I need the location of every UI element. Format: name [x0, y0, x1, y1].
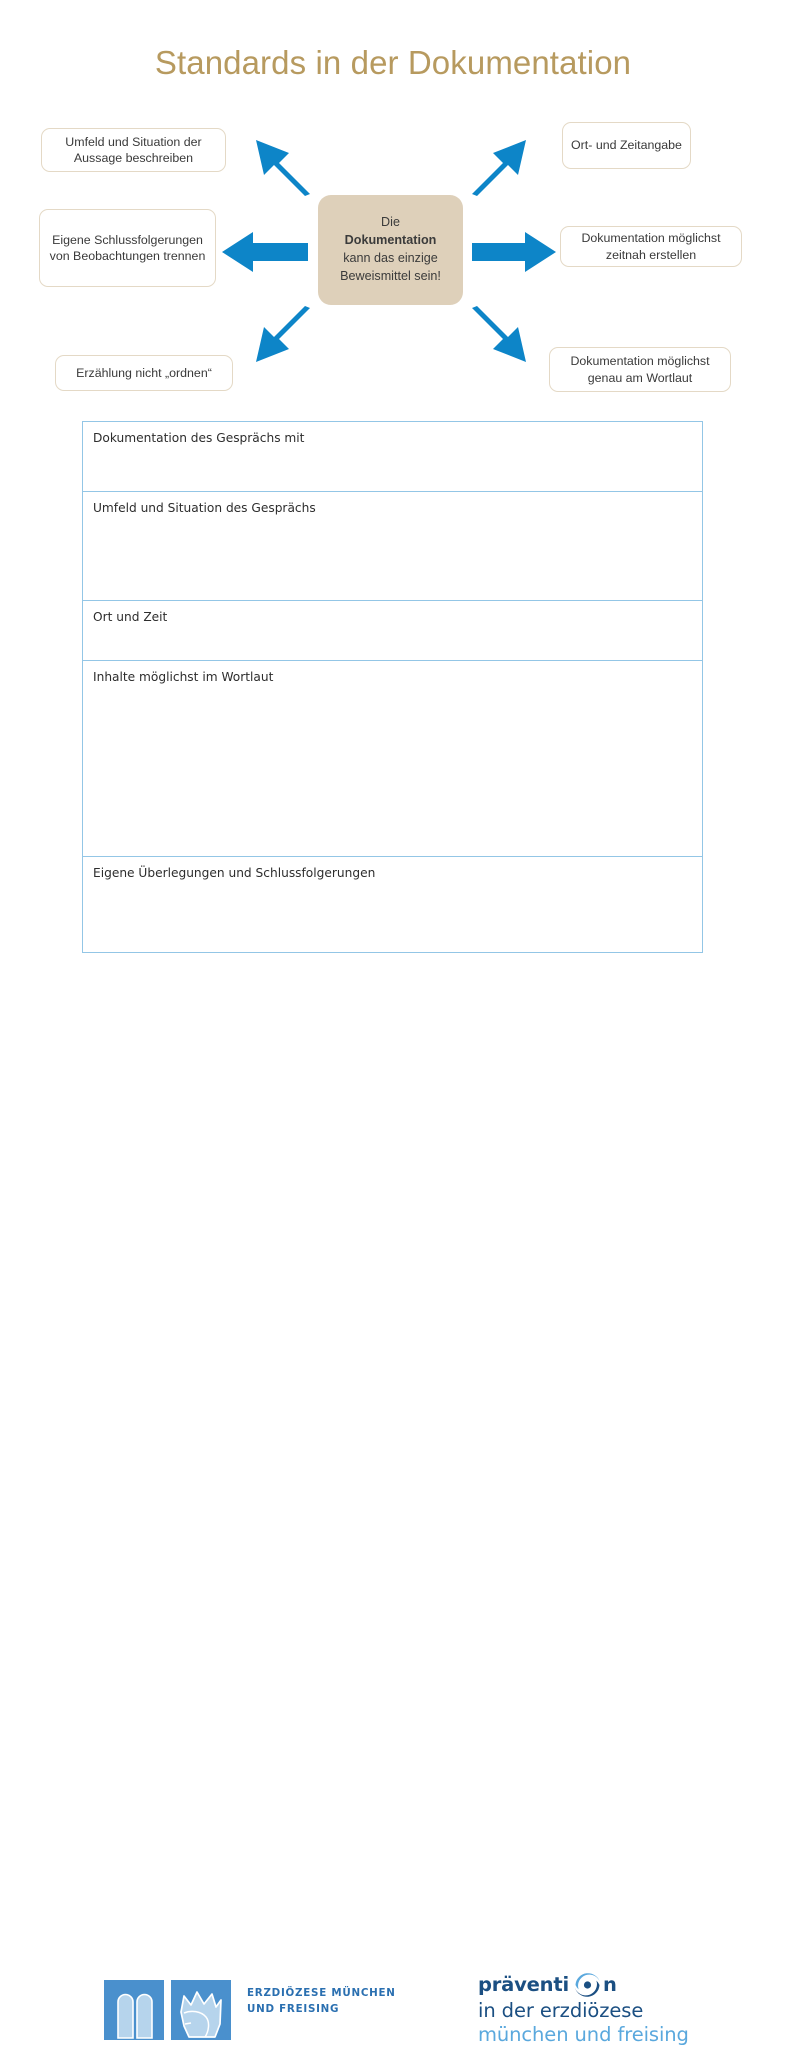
diagram-node-eigene: Eigene Schlussfolgerungen von Beobachtungen trennen — [39, 209, 216, 287]
praevention-word-start: präventi — [478, 1973, 569, 1996]
center-line-2: Dokumentation — [344, 233, 437, 248]
standards-diagram — [0, 110, 786, 400]
table-row — [83, 422, 703, 492]
center-line-1: Die — [381, 215, 400, 230]
diagram-center-node — [318, 195, 463, 305]
center-line-3: kann das einzige — [343, 251, 438, 265]
table-body — [83, 422, 703, 953]
table-row — [83, 661, 703, 857]
arrow-left-icon — [222, 232, 308, 272]
documentation-form-table — [82, 421, 703, 953]
praevention-logo — [478, 1972, 689, 2047]
table-row — [83, 857, 703, 953]
erzdioezese-logo-text: ERZDIÖZESE MÜNCHEN UND FREISING — [247, 1987, 396, 2015]
praevention-wordmark — [478, 1972, 689, 1997]
mohrenkopf-crown-icon — [171, 1980, 231, 2040]
frauenkirche-towers-icon — [104, 1980, 164, 2040]
table-cell-dokumentation-des-gespraechs-mit[interactable]: Dokumentation des Gesprächs mit — [83, 422, 703, 492]
center-line-4: Beweismittel sein! — [340, 268, 441, 283]
diagram-node-ort: Ort- und Zeitangabe — [562, 122, 691, 169]
table-cell-umfeld-und-situation[interactable]: Umfeld und Situation des Gesprächs — [83, 492, 703, 601]
arrow-down-right-icon — [472, 306, 526, 362]
table-row — [83, 492, 703, 601]
footer — [0, 980, 786, 2047]
diagram-node-zeitnah: Dokumentation möglichst zeitnah erstellen — [560, 226, 742, 267]
praevention-subline-1: in der erzdiözese — [478, 1999, 644, 2022]
arrow-down-left-icon — [256, 306, 310, 362]
table-cell-ort-und-zeit[interactable]: Ort und Zeit — [83, 601, 703, 661]
praevention-subline-2: münchen und freising — [478, 2023, 689, 2047]
erzdioezese-logo — [104, 1980, 396, 2040]
praevention-word-end: n — [602, 1973, 617, 1996]
diagram-node-wortlaut: Dokumentation möglichst genau am Wortlaut — [549, 347, 731, 392]
table-cell-inhalte-wortlaut[interactable]: Inhalte möglichst im Wortlaut — [83, 661, 703, 857]
table-cell-eigene-ueberlegungen[interactable]: Eigene Überlegungen und Schlussfolgerungen — [83, 857, 703, 953]
arrow-up-left-icon — [256, 140, 310, 196]
diagram-node-erzaehlung: Erzählung nicht „ordnen“ — [55, 355, 233, 391]
page-title: Standards in der Dokumentation — [154, 44, 632, 81]
table-row — [83, 601, 703, 661]
arrow-up-right-icon — [472, 140, 526, 196]
arrow-right-icon — [472, 232, 556, 272]
diagram-node-umfeld: Umfeld und Situation der Aussage beschreiben — [41, 128, 226, 172]
eye-icon — [573, 1975, 602, 1995]
